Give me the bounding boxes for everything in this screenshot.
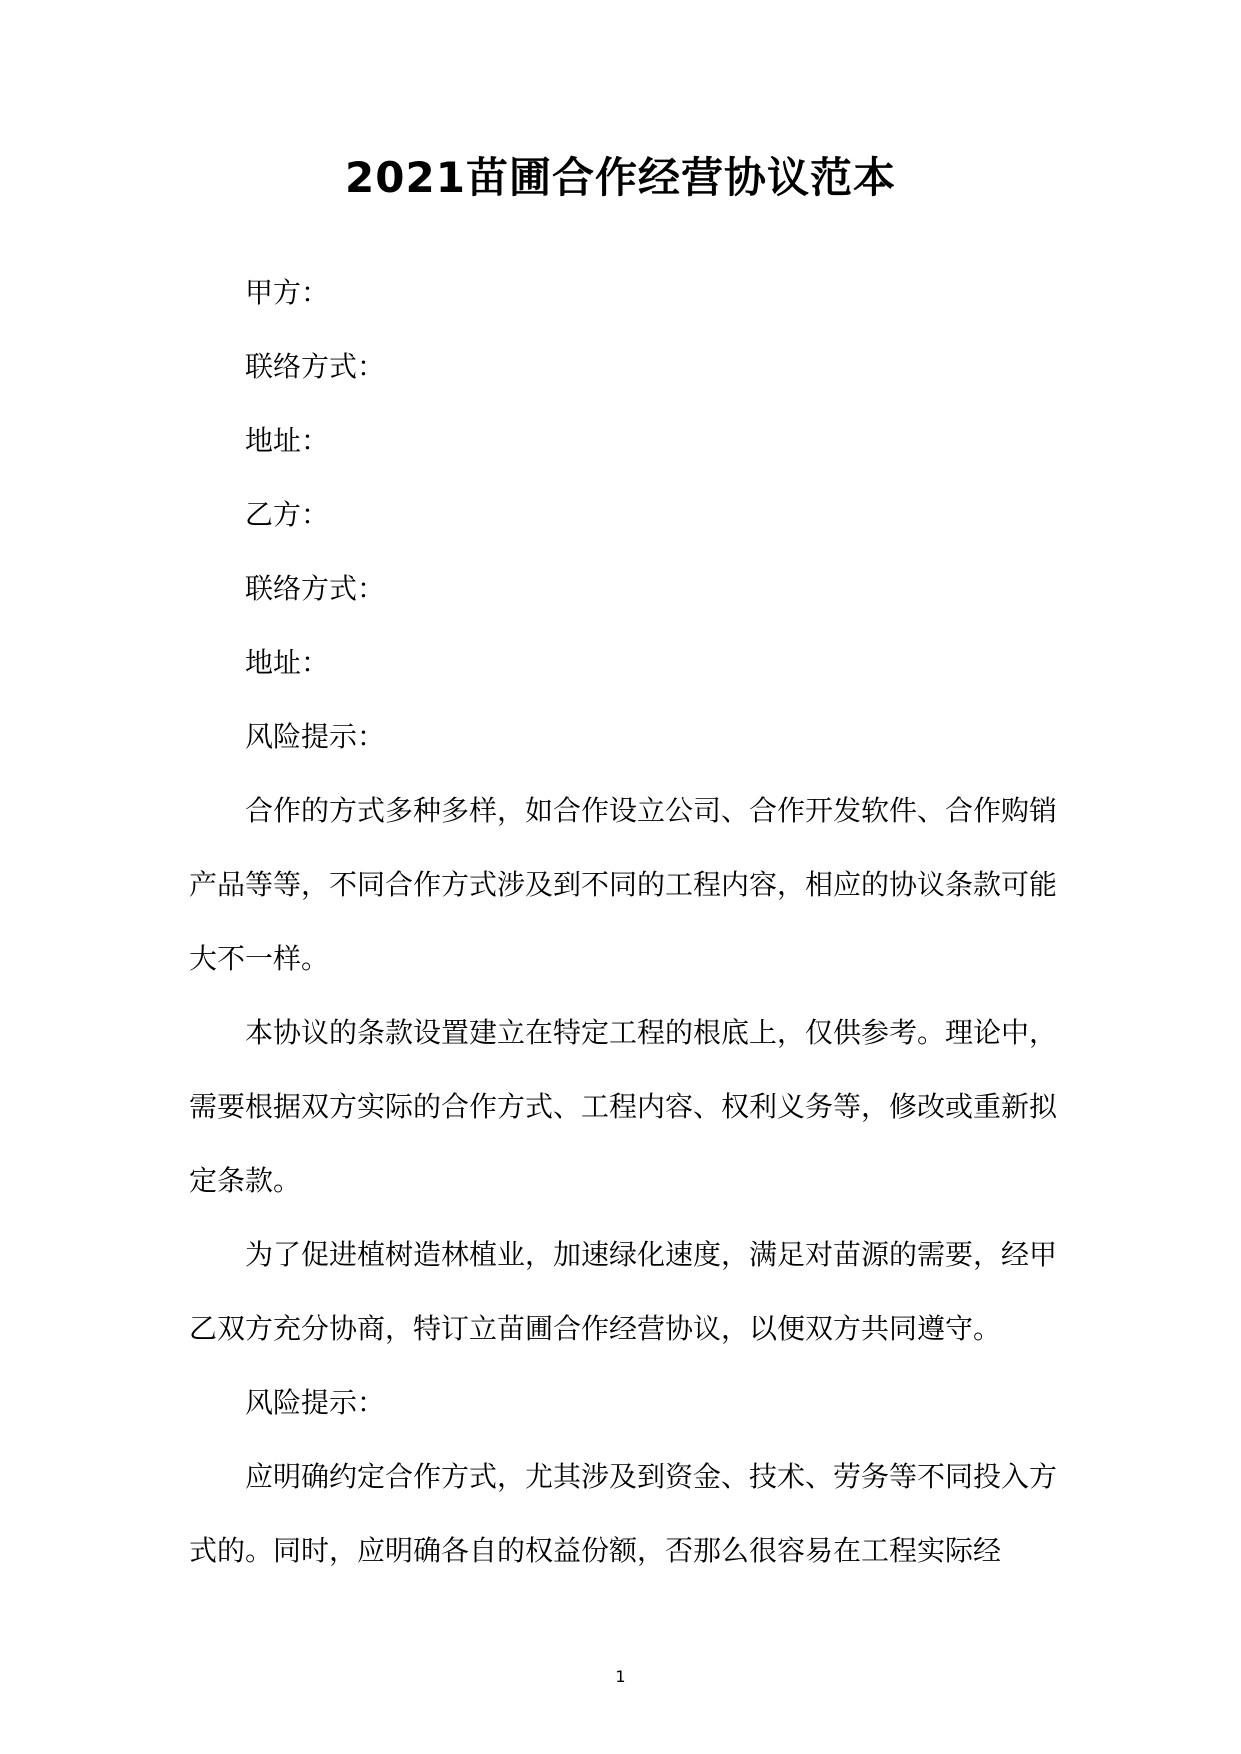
paragraph-reference-note: 本协议的条款设置建立在特定工程的根底上，仅供参考。理论中，需要根据双方实际的合作方式、工程内容、权利义务等，修改或重新拟定条款。 — [189, 1016, 1058, 1197]
party-b-label: 乙方： — [245, 498, 330, 531]
party-b-address-label: 地址： — [245, 646, 330, 679]
document-body — [189, 256, 1057, 1588]
paragraph-cooperation-terms: 应明确约定合作方式，尤其涉及到资金、技术、劳务等不同投入方式的。同时，应明确各自的权益份额，否那么很容易在工程实际经 — [189, 1460, 1058, 1567]
paragraph-purpose: 为了促进植树造林植业，加速绿化速度，满足对苗源的需要，经甲乙双方充分协商，特订立苗圃合作经营协议，以便双方共同遵守。 — [189, 1238, 1058, 1345]
party-a-address-label: 地址： — [245, 424, 330, 457]
party-a-contact-label: 联络方式： — [245, 350, 386, 383]
party-a-label: 甲方： — [245, 276, 330, 309]
paragraph-cooperation-methods: 合作的方式多种多样，如合作设立公司、合作开发软件、合作购销产品等等，不同合作方式涉及到不同的工程内容，相应的协议条款可能大不一样。 — [189, 794, 1058, 975]
party-b-contact-label: 联络方式： — [245, 572, 386, 605]
document-title: 2021苗圃合作经营协议范本 — [345, 153, 896, 202]
risk-notice-heading-2: 风险提示： — [245, 1386, 386, 1419]
risk-notice-heading-1: 风险提示： — [245, 720, 386, 753]
page-number: 1 — [615, 1667, 626, 1686]
